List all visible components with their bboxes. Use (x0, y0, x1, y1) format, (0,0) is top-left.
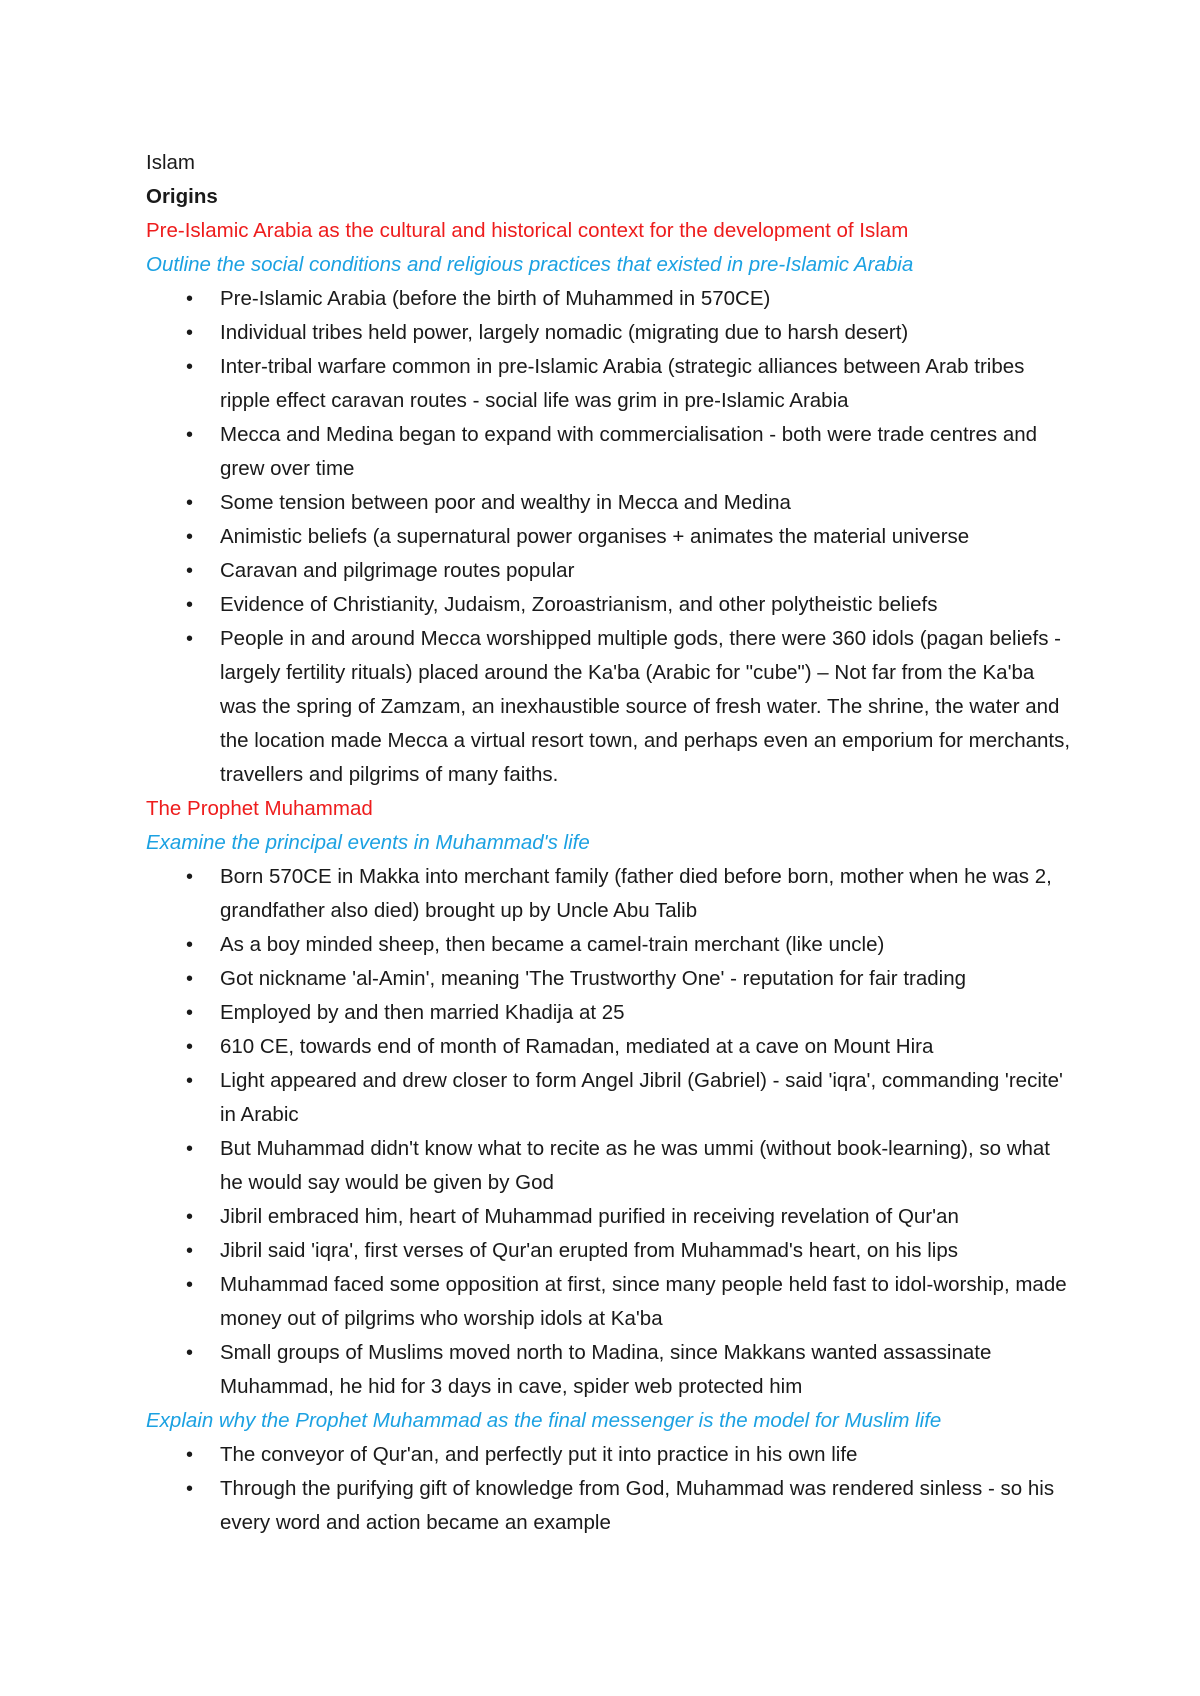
list-item (146, 418, 1076, 486)
list-item (146, 1064, 1076, 1132)
list-item-text: People in and around Mecca worshipped multiple gods, there were 360 idols (pagan beliefs - largely fertility rituals) placed around the Ka'ba (Arabic for "cube") – Not far from the Ka'ba was the spring of Zamzam, an inexhaustible source of fresh water. The shrine, the water and the location made Mecca a virtual resort town, and perhaps even an emporium for merchants, travellers and pilgrims of many faiths. (220, 627, 1071, 786)
bullet-icon: • (186, 934, 194, 956)
list-item-text: Pre-Islamic Arabia (before the birth of Muhammed in 570CE) (220, 287, 771, 310)
list-item (146, 1200, 1076, 1234)
list-item (146, 1234, 1076, 1268)
bullet-icon: • (186, 424, 194, 446)
list-item (146, 1438, 1076, 1472)
list-item-text: Employed by and then married Khadija at 25 (220, 1001, 625, 1024)
list-item (146, 554, 1076, 588)
bullet-icon: • (186, 1036, 194, 1058)
bullet-icon: • (186, 356, 194, 378)
list-item-text: Individual tribes held power, largely nomadic (migrating due to harsh desert) (220, 321, 909, 344)
list-item-text: Jibril said 'iqra', first verses of Qur'an erupted from Muhammad's heart, on his lips (220, 1239, 958, 1262)
list-item (146, 1268, 1076, 1336)
list-item (146, 486, 1076, 520)
list-item (146, 520, 1076, 554)
bullet-icon: • (186, 1342, 194, 1364)
bullet-icon: • (186, 288, 194, 310)
list-item (146, 1132, 1076, 1200)
list-item (146, 622, 1076, 792)
bullet-icon: • (186, 1274, 194, 1296)
bullet-icon: • (186, 968, 194, 990)
document-page (146, 146, 1076, 1540)
list-item-text: As a boy minded sheep, then became a camel-train merchant (like uncle) (220, 933, 885, 956)
list-item-text: Jibril embraced him, heart of Muhammad purified in receiving revelation of Qur'an (220, 1205, 959, 1228)
bullet-list (146, 1438, 1076, 1540)
bullet-icon: • (186, 1002, 194, 1024)
list-item (146, 928, 1076, 962)
bullet-icon: • (186, 628, 194, 650)
bullet-list (146, 282, 1076, 792)
bullet-icon: • (186, 1138, 194, 1160)
list-item-text: Born 570CE in Makka into merchant family (father died before born, mother when he was 2, grandfather also died) brought up by Uncle Abu Talib (220, 865, 1052, 922)
bullet-icon: • (186, 492, 194, 514)
list-item-text: Mecca and Medina began to expand with commercialisation - both were trade centres and grew over time (220, 423, 1038, 480)
list-item-text: Got nickname 'al-Amin', meaning 'The Trustworthy One' - reputation for fair trading (220, 967, 967, 990)
section-heading: Pre-Islamic Arabia as the cultural and historical context for the development of Islam (146, 219, 909, 242)
list-item (146, 350, 1076, 418)
list-item (146, 996, 1076, 1030)
bullet-icon: • (186, 1240, 194, 1262)
list-item (146, 588, 1076, 622)
list-item (146, 1472, 1076, 1540)
list-item-text: Some tension between poor and wealthy in Mecca and Medina (220, 491, 791, 514)
list-item (146, 1030, 1076, 1064)
bullet-icon: • (186, 1444, 194, 1466)
document-subtitle: Origins (146, 185, 218, 208)
subsection-heading: Outline the social conditions and religious practices that existed in pre-Islamic Arabia (146, 253, 914, 276)
bullet-icon: • (186, 866, 194, 888)
bullet-icon: • (186, 526, 194, 548)
list-item (146, 316, 1076, 350)
bullet-icon: • (186, 1206, 194, 1228)
list-item-text: Light appeared and drew closer to form Angel Jibril (Gabriel) - said 'iqra', commanding 'recite' in Arabic (220, 1069, 1063, 1126)
bullet-icon: • (186, 322, 194, 344)
list-item-text: Evidence of Christianity, Judaism, Zoroastrianism, and other polytheistic beliefs (220, 593, 938, 616)
bullet-icon: • (186, 1070, 194, 1092)
list-item (146, 282, 1076, 316)
document-title: Islam (146, 151, 195, 174)
list-item-text: Muhammad faced some opposition at first, since many people held fast to idol-worship, made money out of pilgrims who worship idols at Ka'ba (220, 1273, 1067, 1330)
bullet-list (146, 860, 1076, 1404)
section-heading: The Prophet Muhammad (146, 797, 373, 820)
bullet-icon: • (186, 1478, 194, 1500)
subsection-heading: Explain why the Prophet Muhammad as the final messenger is the model for Muslim life (146, 1409, 942, 1432)
list-item (146, 962, 1076, 996)
list-item (146, 1336, 1076, 1404)
list-item-text: Small groups of Muslims moved north to Madina, since Makkans wanted assassinate Muhammad, he hid for 3 days in cave, spider web protected him (220, 1341, 992, 1398)
list-item-text: The conveyor of Qur'an, and perfectly put it into practice in his own life (220, 1443, 858, 1466)
bullet-icon: • (186, 560, 194, 582)
list-item-text: 610 CE, towards end of month of Ramadan, mediated at a cave on Mount Hira (220, 1035, 934, 1058)
list-item-text: Inter-tribal warfare common in pre-Islamic Arabia (strategic alliances between Arab tribes ripple effect caravan routes - social life was grim in pre-Islamic Arabia (220, 355, 1025, 412)
list-item-text: Caravan and pilgrimage routes popular (220, 559, 575, 582)
bullet-icon: • (186, 594, 194, 616)
list-item-text: Through the purifying gift of knowledge from God, Muhammad was rendered sinless - so his every word and action became an example (220, 1477, 1055, 1534)
list-item-text: Animistic beliefs (a supernatural power organises + animates the material universe (220, 525, 970, 548)
subsection-heading: Examine the principal events in Muhammad's life (146, 831, 590, 854)
list-item (146, 860, 1076, 928)
list-item-text: But Muhammad didn't know what to recite as he was ummi (without book-learning), so what he would say would be given by God (220, 1137, 1050, 1194)
